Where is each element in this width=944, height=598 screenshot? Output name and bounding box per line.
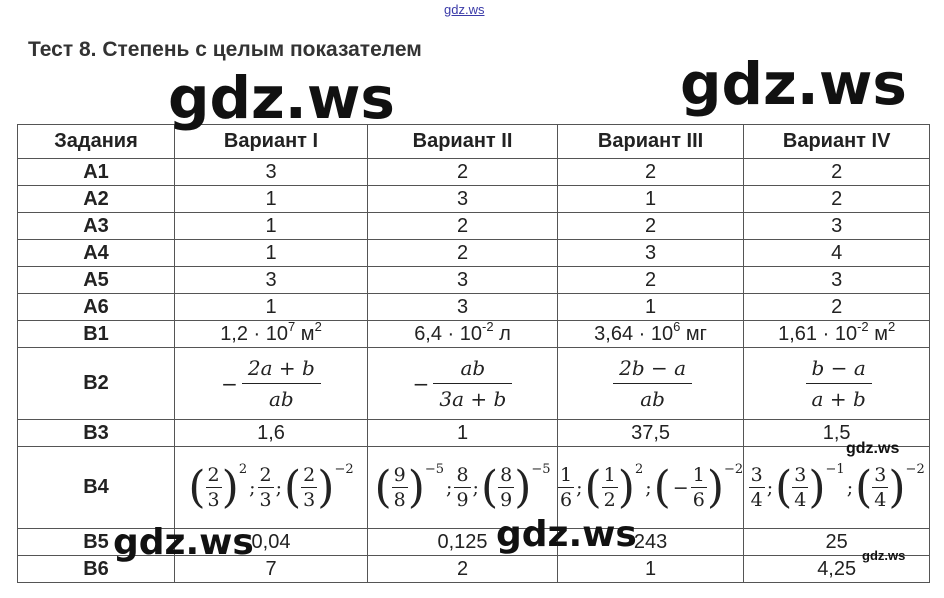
table-cell: 1 [558, 186, 744, 213]
table-cell: 3 [175, 159, 368, 186]
b2-cell: $\frac{2b - a}{ab}$ [558, 348, 744, 420]
table-cell: 4,25 [744, 556, 930, 583]
table-row [18, 186, 930, 213]
table-cell: 1 [175, 240, 368, 267]
table-cell: 3 [744, 267, 930, 294]
b2-cell: − $\frac{2a + b}{ab}$ [175, 348, 368, 420]
b4-term: ( $\frac{9}{8}$ )$^{-5}$ [374, 461, 445, 513]
table-cell: 2 [368, 159, 558, 186]
b4-term: ( − $\frac{1}{6}$ )$^{-2}$ [653, 461, 744, 513]
table-cell: 2 [744, 294, 930, 321]
row-label: А1 [18, 159, 175, 186]
watermark: gdz.ws [168, 64, 395, 132]
table-row-b2 [18, 348, 930, 420]
b4-term: ( $\frac{8}{9}$ )$^{-5}$ [480, 461, 551, 513]
header-variant-1: Вариант I [175, 125, 368, 159]
table-cell: 2 [744, 186, 930, 213]
b1-cell: $1,61 \cdot 10^{-2}$ $м^2$ [744, 321, 930, 348]
table-cell: 3 [558, 240, 744, 267]
table-row-b4 [18, 447, 930, 529]
table-row [18, 213, 930, 240]
table-cell: 1 [368, 420, 558, 447]
b4-term: ( $\frac{2}{3}$ )$^2$ [188, 461, 248, 513]
header-variant-4: Вариант IV [744, 125, 930, 159]
table-cell: 2 [558, 213, 744, 240]
table-cell: 3 [175, 267, 368, 294]
b2-cell: − $\frac{ab}{3a + b}$ [368, 348, 558, 420]
table-cell: 4 [744, 240, 930, 267]
b4-cell: $\frac{1}{6}$ ;( $\frac{1}{2}$ )$^2$;( − $\frac{1}{6}$ )$^{-2}$ [558, 447, 744, 529]
watermark: gdz.ws [113, 522, 254, 563]
header-tasks: Задания [18, 125, 175, 159]
table-cell: 7 [175, 556, 368, 583]
b4-term: ( $\frac{2}{3}$ )$^{-2}$ [284, 461, 354, 513]
header-variant-3: Вариант III [558, 125, 744, 159]
table-cell: 1,6 [175, 420, 368, 447]
table-cell: 0,125 [368, 529, 558, 556]
table-row-b1 [18, 321, 930, 348]
table-cell: 1 [558, 556, 744, 583]
watermark: gdz.ws [846, 440, 900, 457]
table-cell: 2 [558, 159, 744, 186]
table-cell: 37,5 [558, 420, 744, 447]
table-cell: 0,04 [175, 529, 368, 556]
table-cell: 3 [368, 186, 558, 213]
table-row-b3 [18, 420, 930, 447]
table-cell: 2 [744, 159, 930, 186]
table-cell: 3 [744, 213, 930, 240]
row-label: А3 [18, 213, 175, 240]
b1-cell: $6,4 \cdot 10^{-2}$ л [368, 321, 558, 348]
row-label: А2 [18, 186, 175, 213]
table-cell: 2 [368, 240, 558, 267]
b1-cell: $3,64 \cdot 10^6$ мг [558, 321, 744, 348]
table-cell: 2 [368, 213, 558, 240]
b4-term: $\frac{2}{3}$ [259, 464, 272, 511]
b2-cell: $\frac{b - a}{a + b}$ [744, 348, 930, 420]
table-row [18, 267, 930, 294]
row-label: В1 [18, 321, 175, 348]
row-label: В4 [18, 447, 175, 529]
table-cell: 2 [558, 267, 744, 294]
table-row [18, 240, 930, 267]
row-label: А6 [18, 294, 175, 321]
header-variant-2: Вариант II [368, 125, 558, 159]
b4-term: ( $\frac{1}{2}$ )$^2$ [584, 461, 644, 513]
b4-term: $\frac{8}{9}$ [456, 464, 469, 511]
table-cell: 3 [368, 294, 558, 321]
b4-term: $\frac{1}{6}$ [560, 464, 573, 511]
watermark: gdz.ws [680, 50, 907, 118]
table-cell: 1 [558, 294, 744, 321]
watermark: gdz.ws [862, 548, 906, 563]
table-cell: 1,5 [744, 420, 930, 447]
watermark: gdz.ws [496, 514, 637, 555]
b4-term: $\frac{3}{4}$ [750, 464, 763, 511]
table-row [18, 294, 930, 321]
b1-cell: $1,2 \cdot 10^7$ $м^2$ [175, 321, 368, 348]
row-label: А4 [18, 240, 175, 267]
row-label: А5 [18, 267, 175, 294]
table-cell: 2 [368, 556, 558, 583]
top-watermark-link[interactable]: gdz.ws [444, 2, 485, 17]
table-cell: 25 [744, 529, 930, 556]
table-header-row [18, 125, 930, 159]
table-cell: 1 [175, 213, 368, 240]
b4-term: ( $\frac{3}{4}$ )$^{-1}$ [775, 461, 845, 513]
page-title: Тест 8. Степень с целым показателем [28, 38, 422, 61]
table-row [18, 159, 930, 186]
b4-term: ( $\frac{3}{4}$ )$^{-2}$ [855, 461, 925, 513]
row-label: В6 [18, 556, 175, 583]
table-cell: 1 [175, 294, 368, 321]
b4-cell: $\frac{3}{4}$ ;( $\frac{3}{4}$ )$^{-1}$;( $\frac{3}{4}$ )$^{-2}$ [744, 447, 930, 529]
b4-cell: ( $\frac{2}{3}$ )$^2$; $\frac{2}{3}$ ;( $\frac{2}{3}$ )$^{-2}$ [175, 447, 368, 529]
row-label: В5 [18, 529, 175, 556]
row-label: В2 [18, 348, 175, 420]
table-cell: 243 [558, 529, 744, 556]
table-cell: 3 [368, 267, 558, 294]
b4-cell: ( $\frac{9}{8}$ )$^{-5}$; $\frac{8}{9}$ ;( $\frac{8}{9}$ )$^{-5}$ [368, 447, 558, 529]
table-cell: 1 [175, 186, 368, 213]
answers-table [17, 124, 930, 583]
row-label: В3 [18, 420, 175, 447]
